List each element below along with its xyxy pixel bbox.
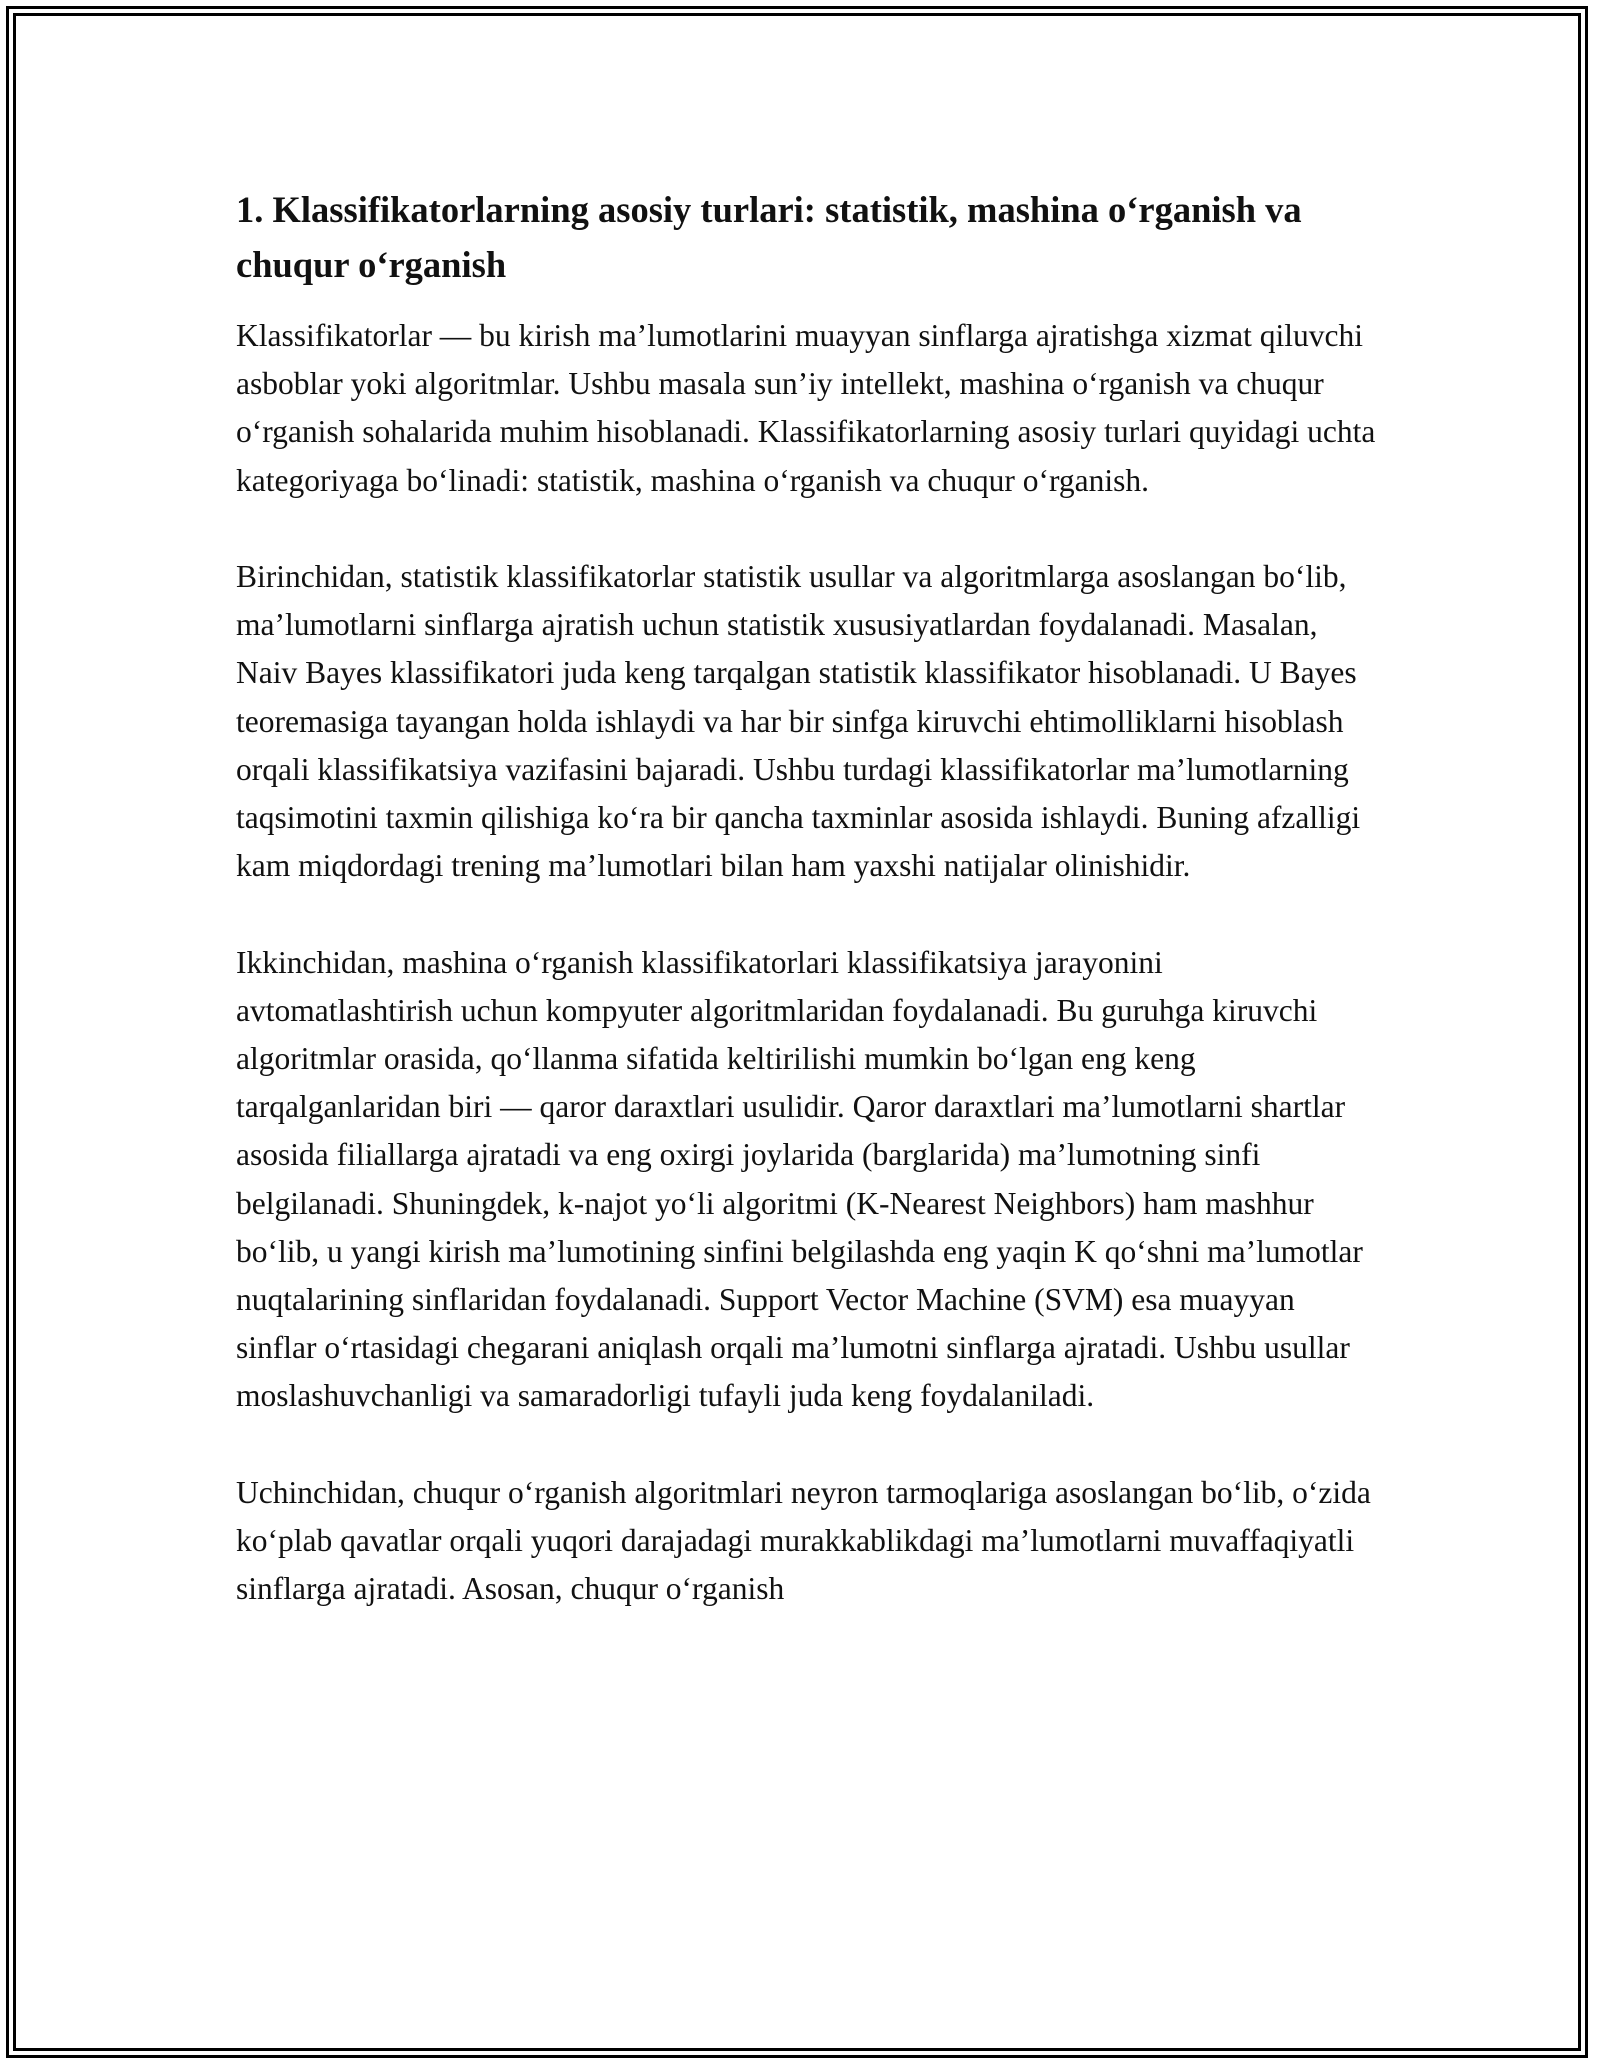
- document-body: [236, 182, 1376, 1662]
- paragraph-intro: Klassifikatorlar — bu kirish ma’lumotlarini muayyan sinflarga ajratishga xizmat qiluvchi asboblar yoki algoritmlar. Ushbu masala sun’iy intellekt, mashina o‘rganish va chuqur o‘rganish sohalarida muhim hisoblanadi. Klassifikatorlarning asosiy turlari quyidagi uchta kategoriyaga bo‘linadi: statistik, mashina o‘rganish va chuqur o‘rganish.: [236, 318, 1376, 498]
- section-heading: 1. Klassifikatorlarning asosiy turlari: statistik, mashina o‘rganish va chuqur o‘rganish: [236, 189, 1302, 285]
- paragraph-statistical: Birinchidan, statistik klassifikatorlar statistik usullar va algoritmlarga asoslangan bo‘lib, ma’lumotlarni sinflarga ajratish uchun statistik xususiyatlardan foydalanadi. Masalan, Naiv Bayes klassifikatori juda keng tarqalgan statistik klassifikator hisoblanadi. U Bayes teoremasiga tayangan holda ishlaydi va har bir sinfga kiruvchi ehtimolliklarni hisoblash orqali klassifikatsiya vazifasini bajaradi. Ushbu turdagi klassifikatorlar ma’lumotlarning taqsimotini taxmin qilishiga ko‘ra bir qancha taxminlar asosida ishlaydi. Buning afzalligi kam miqdordagi trening ma’lumotlari bilan ham yaxshi natijalar olinishidir.: [236, 559, 1361, 884]
- paragraph-machine-learning: Ikkinchidan, mashina o‘rganish klassifikatorlari klassifikatsiya jarayonini avtomatlashtirish uchun kompyuter algoritmlaridan foydalanadi. Bu guruhga kiruvchi algoritmlar orasida, qo‘llanma sifatida keltirilishi mumkin bo‘lgan eng keng tarqalganlaridan biri — qaror daraxtlari usulidir. Qaror daraxtlari ma’lumotlarni shartlar asosida filiallarga ajratadi va eng oxirgi joylarida (barglarida) ma’lumotning sinfi belgilanadi. Shuningdek, k-najot yo‘li algoritmi (K-Nearest Neighbors) ham mashhur bo‘lib, u yangi kirish ma’lumotining sinfini belgilashda eng yaqin K qo‘shni ma’lumotlar nuqtalarining sinflaridan foydalanadi. Support Vector Machine (SVM) esa muayyan sinflar o‘rtasidagi chegarani aniqlash orqali ma’lumotni sinflarga ajratadi. Ushbu usullar moslashuvchanligi va samaradorligi tufayli juda keng foydalaniladi.: [236, 944, 1363, 1414]
- paragraph-deep-learning: Uchinchidan, chuqur o‘rganish algoritmlari neyron tarmoqlariga asoslangan bo‘lib, o‘zida ko‘plab qavatlar orqali yuqori darajadagi murakkablikdagi ma’lumotlarni muvaffaqiyatli sinflarga ajratadi. Asosan, chuqur o‘rganish: [236, 1474, 1371, 1607]
